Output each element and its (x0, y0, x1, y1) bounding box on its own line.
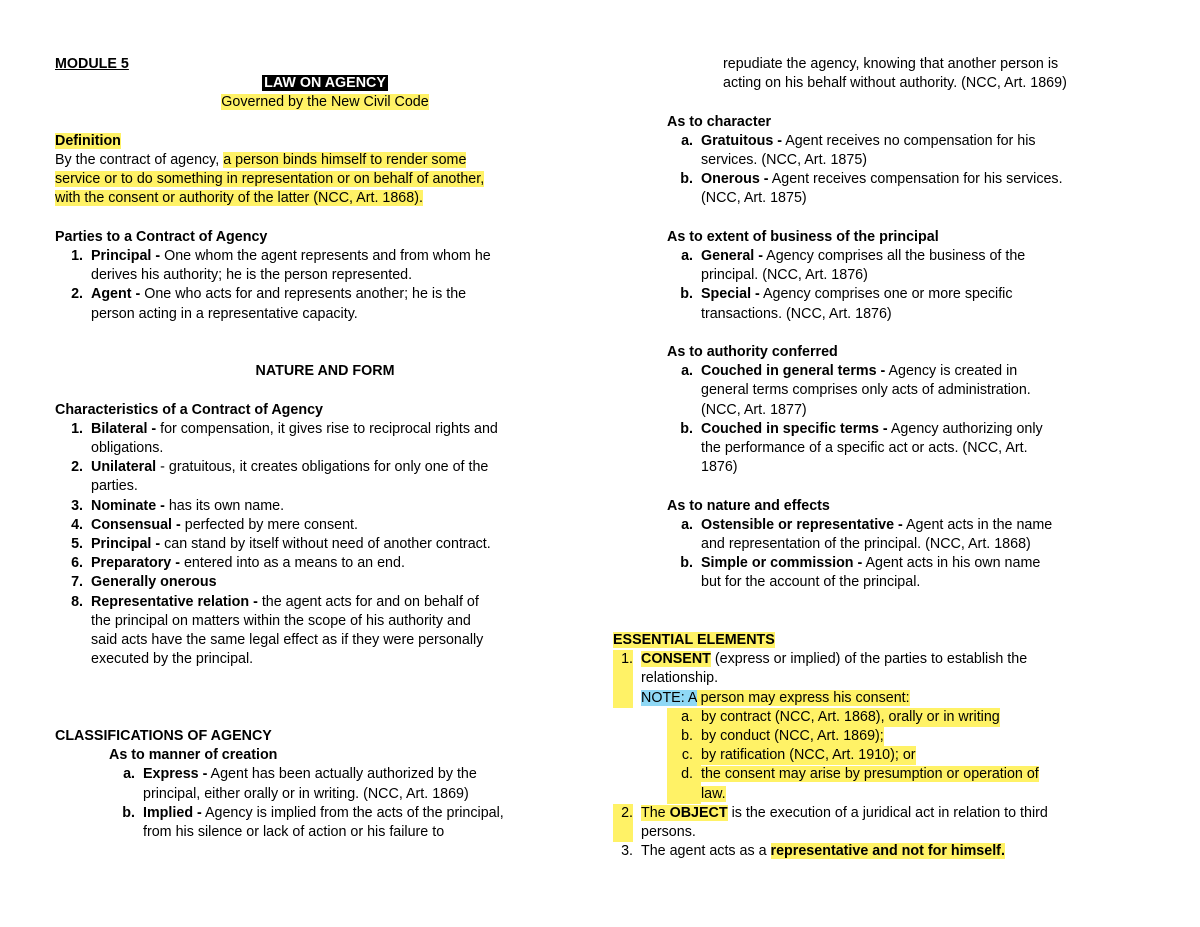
list-item (613, 247, 1158, 285)
list-item (55, 285, 595, 323)
nature-heading: NATURE AND FORM (255, 363, 395, 380)
classifications-heading: CLASSIFICATIONS OF AGENCY (55, 727, 272, 744)
document-title: LAW ON AGENCY (264, 75, 386, 92)
item-number: 2. (71, 459, 83, 476)
item-number: 1. (71, 248, 83, 264)
item-text: entered into as a means to an end. (180, 555, 405, 572)
item-text: - gratuitous, it creates obligations for only one of the (156, 459, 489, 476)
item-text: but for the account of the principal. (701, 574, 921, 591)
list-item (613, 170, 1158, 208)
item-number: 3. (621, 843, 633, 860)
term: Agent - (91, 286, 141, 303)
item-text: Agency comprises all the business of the (762, 248, 1026, 264)
list-item (55, 516, 595, 535)
definition-lead: By the contract of agency, (55, 152, 224, 168)
title-block (55, 74, 595, 93)
item-text: the principal on matters within the scope of his authority and (91, 612, 471, 629)
item-text: Agency comprises one or more specific (759, 286, 1013, 303)
item-text: (NCC, Art. 1877) (701, 401, 807, 418)
term: OBJECT (669, 804, 728, 821)
item-number: 2. (613, 804, 633, 842)
item-text: Agency is created in (885, 363, 1018, 380)
parties-heading: Parties to a Contract of Agency (55, 228, 268, 245)
item-text: One whom the agent represents and from whom he (160, 248, 491, 264)
list-item (613, 650, 1158, 708)
item-letter: a. (681, 248, 693, 264)
list-item (613, 842, 1158, 861)
item-prefix: The (641, 804, 670, 821)
term: General - (701, 248, 763, 264)
item-text: (NCC, Art. 1875) (701, 190, 807, 207)
item-text: One who acts for and represents another; he is the (140, 286, 467, 303)
item-letter: b. (122, 804, 135, 821)
extent-heading: As to extent of business of the principal (667, 228, 939, 245)
item-text: and representation of the principal. (NCC, Art. 1868) (701, 536, 1031, 553)
list-item (55, 458, 595, 496)
term: Principal - (91, 248, 161, 264)
definition-heading: Definition (55, 132, 121, 149)
module-label: MODULE 5 (55, 56, 129, 72)
item-text: principal, either orally or in writing. (NCC, Art. 1869) (143, 785, 469, 802)
list-item (613, 746, 1158, 765)
note-text: person may express his consent: (696, 689, 910, 706)
list-item (55, 573, 595, 592)
list-item (613, 765, 1158, 803)
term: Express - (143, 766, 208, 783)
term: Generally onerous (91, 574, 217, 591)
item-letter: a. (667, 708, 701, 727)
document-subtitle: Governed by the New Civil Code (221, 94, 429, 111)
list-item (55, 535, 595, 554)
term: Consensual - (91, 516, 181, 533)
item-text: Agency is implied from the acts of the principal, (201, 804, 504, 821)
term: Preparatory - (91, 555, 180, 572)
subtitle-block (55, 93, 595, 112)
item-text: obligations. (91, 439, 164, 456)
list-item (613, 708, 1158, 727)
item-number: 2. (71, 286, 83, 303)
item-text: Agent acts in the name (902, 516, 1053, 533)
item-number: 8. (71, 593, 83, 610)
manner-heading: As to manner of creation (109, 747, 278, 764)
item-letter: a. (681, 132, 693, 149)
definition-line-3 (55, 189, 595, 208)
note-label: NOTE: A (641, 689, 697, 706)
item-number: 6. (71, 555, 83, 572)
item-text: by contract (NCC, Art. 1868), orally or in writing (701, 708, 1000, 727)
term: Couched in general terms - (701, 363, 886, 380)
list-item (613, 362, 1158, 420)
item-text: person acting in a representative capacity. (91, 305, 358, 322)
list-item (55, 593, 595, 670)
list-item (613, 804, 1158, 842)
item-text: Agent receives no compensation for his (782, 132, 1036, 149)
list-item (55, 247, 595, 285)
definition-heading-row (55, 132, 595, 151)
term: CONSENT (641, 651, 711, 668)
effects-heading: As to nature and effects (667, 497, 830, 514)
term: Ostensible or representative - (701, 516, 903, 533)
list-item (55, 765, 595, 803)
term: Representative relation - (91, 593, 258, 610)
item-letter: a. (681, 516, 693, 533)
definition-line-1 (55, 151, 595, 170)
item-text: by conduct (NCC, Art. 1869); (701, 727, 884, 746)
parties-list (55, 247, 595, 324)
list-item (613, 132, 1158, 170)
term: Principal - (91, 536, 161, 552)
item-letter: a. (123, 766, 135, 783)
item-number: 4. (71, 516, 83, 533)
item-text: perfected by mere consent. (180, 516, 358, 533)
definition-highlight-1: a person binds himself to render some (223, 152, 467, 168)
item-text: principal. (NCC, Art. 1876) (701, 267, 868, 284)
definition-line-2 (55, 170, 595, 189)
character-heading: As to character (667, 113, 772, 130)
continued-text: acting on his behalf without authority. (NCC, Art. 1869) (723, 75, 1067, 92)
term: Onerous - (701, 171, 769, 188)
term: Nominate - (91, 497, 165, 514)
essential-heading: ESSENTIAL ELEMENTS (613, 632, 775, 648)
item-text: the agent acts for and on behalf of (257, 593, 479, 610)
list-item (55, 497, 595, 516)
item-text: the performance of a specific act or acts. (NCC, Art. (701, 440, 1028, 457)
item-text: general terms comprises only acts of administration. (701, 382, 1031, 399)
item-text: transactions. (NCC, Art. 1876) (701, 305, 892, 322)
item-text: said acts have the same legal effect as if they were personally (91, 632, 484, 649)
item-text: is the execution of a juridical act in relation to third (727, 804, 1048, 821)
term: Implied - (143, 804, 202, 821)
item-number: 5. (71, 536, 83, 552)
item-text: derives his authority; he is the person represented. (91, 267, 413, 284)
item-text: for compensation, it gives rise to reciprocal rights and (156, 420, 498, 437)
authority-heading: As to authority conferred (667, 344, 838, 360)
list-item (55, 554, 595, 573)
item-letter: b. (680, 171, 693, 188)
item-text: parties. (91, 478, 138, 495)
list-item (613, 285, 1158, 323)
item-number: 1. (613, 650, 633, 708)
item-text: Agent acts in his own name (862, 555, 1041, 572)
item-text: relationship. (641, 670, 719, 687)
item-text: 1876) (701, 459, 738, 476)
term: Bilateral - (91, 420, 157, 437)
item-text: Agency authorizing only (887, 420, 1043, 437)
continued-text: repudiate the agency, knowing that another person is (723, 56, 1059, 72)
essential-heading-row (613, 631, 1158, 650)
item-number: 7. (71, 574, 83, 591)
list-item (55, 804, 595, 842)
list-item (613, 516, 1158, 554)
item-text: from his silence or lack of action or his failure to (143, 824, 445, 840)
characteristics-list (55, 420, 595, 670)
list-item (613, 727, 1158, 746)
item-number: 1. (71, 420, 83, 437)
definition-highlight-3: with the consent or authority of the latter (NCC, Art. 1868). (55, 190, 423, 207)
term: Special - (701, 286, 760, 303)
item-text: (express or implied) of the parties to establish the (710, 651, 1028, 668)
item-text: Agent receives compensation for his services. (768, 171, 1063, 188)
item-letter: a. (681, 363, 693, 380)
list-item (613, 420, 1158, 478)
left-column (55, 55, 595, 842)
item-text: law. (701, 785, 726, 802)
right-column (613, 55, 1158, 861)
term: Couched in specific terms - (701, 420, 888, 437)
term: Unilateral (91, 459, 157, 476)
term: Gratuitous - (701, 132, 783, 149)
item-letter: b. (680, 286, 693, 303)
term: Simple or commission - (701, 555, 863, 572)
term: representative and not for himself. (770, 843, 1005, 860)
item-text: Agent has been actually authorized by the (207, 766, 477, 783)
item-text: persons. (641, 824, 696, 841)
item-letter: b. (680, 420, 693, 437)
item-text: can stand by itself without need of another contract. (160, 536, 491, 552)
characteristics-heading: Characteristics of a Contract of Agency (55, 401, 324, 418)
item-letter: c. (667, 746, 701, 765)
item-text: services. (NCC, Art. 1875) (701, 152, 868, 168)
item-text: has its own name. (164, 497, 285, 514)
definition-highlight-2: service or to do something in representation or on behalf of another, (55, 171, 485, 188)
item-text: the consent may arise by presumption or operation of (701, 766, 1039, 783)
item-letter: b. (667, 727, 701, 746)
item-letter: b. (680, 555, 693, 572)
item-prefix: The agent acts as a (641, 843, 771, 860)
item-letter: d. (667, 765, 701, 803)
list-item (613, 554, 1158, 592)
item-text: executed by the principal. (91, 651, 254, 668)
item-text: by ratification (NCC, Art. 1910); or (701, 746, 916, 765)
item-number: 3. (71, 497, 83, 514)
list-item (55, 420, 595, 458)
